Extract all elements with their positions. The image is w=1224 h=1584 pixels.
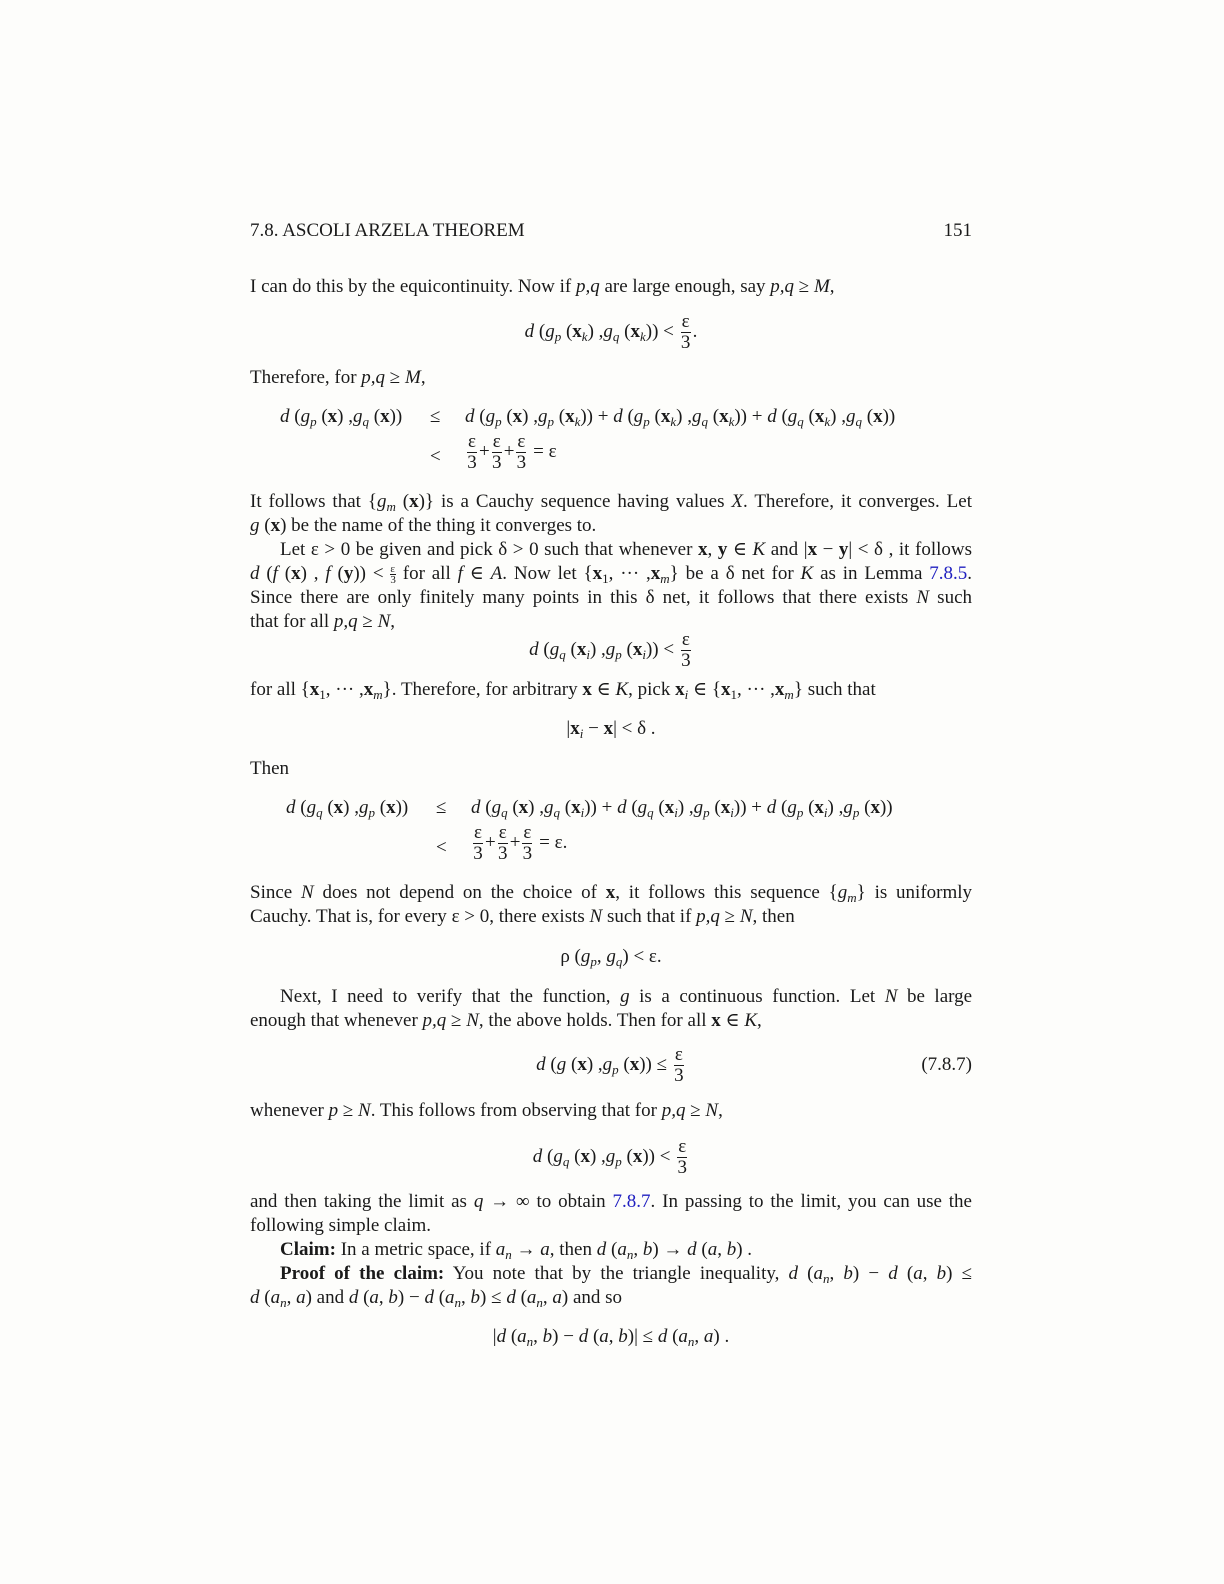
paragraph-line: Cauchy. That is, for every ε > 0, there exists N such that if p,q ≥ N, then (250, 906, 795, 927)
equation-4: ρ ($g_p$, $g_q) < \varepsilon$. (560, 946, 662, 969)
paragraph-line: whenever p ≥ N. This follows from observing that for p,q ≥ N, (250, 1100, 723, 1121)
paragraph-line: d ($a_n$, a) and d (a, b) − d ($a_n$, b) ≤ d ($a_n$, a) and so (250, 1287, 623, 1310)
paragraph-line: for all {$x_1$, ··· $,x_m$}. Therefore, for arbitrary x ∈ K, pick $x_i$ ∈ {$x_1$, ··· $,x_m$} such that (250, 679, 876, 702)
equation-number: (7.8.7) (921, 1054, 972, 1075)
equation-7: |d ($a_n$, b) − d (a, b)| ≤ d ($a_n$, a) . (492, 1326, 730, 1349)
paragraph-line: and then taking the limit as q → ∞ to obtain 7.8.7. In passing to the limit, you can use the (250, 1191, 972, 1212)
paragraph-line: Therefore, for p,q ≥ M, (250, 367, 426, 388)
paragraph-line: following simple claim. (250, 1215, 432, 1236)
equation-link[interactable]: 7.8.7 (612, 1191, 651, 1212)
paragraph-line: Since there are only finitely many points in this δ net, it follows that there exists N such (250, 587, 972, 608)
paragraph-line: It follows that {$g_m$ (x)} is a Cauchy sequence having values X. Therefore, it converges. Let (250, 491, 972, 514)
paragraph-line: Let ε > 0 be given and pick δ > 0 such that whenever x, y ∈ K and |x − y| < δ , it follows (280, 539, 972, 560)
equation-1: d ($g_p$ $(x_k)$ $,g_q$ $(x_k)$) < $\frac{\varepsilon}{3}$ . (524, 311, 698, 354)
paragraph-line: enough that whenever p,q ≥ N, the above holds. Then for all x ∈ K, (250, 1010, 762, 1031)
paragraph-line: that for all p,q ≥ N, (250, 611, 396, 632)
page-number: 151 (943, 220, 972, 241)
paragraph-line: Since N does not depend on the choice of x, it follows this sequence $\{g_m\}$ is uniformly (250, 882, 973, 905)
paragraph-line: g (x) be the name of the thing it converges to. (250, 515, 597, 536)
equation-2: d ($g_q$ $(x_i)$ $,g_p$ $(x_i)$) < $\frac{\varepsilon}{3}$ (529, 629, 691, 672)
section-title: 7.8. ASCOLI ARZELA THEOREM (250, 220, 525, 241)
paragraph-line: Then (250, 758, 290, 779)
claim-line: Claim: In a metric space, if $a_n \to a$, then d ($a_n$, b) → d (a, b) . (280, 1239, 753, 1262)
equation-6: d ($g_q$ (x) $,g_p$ (x)) < $\frac{\varepsilon}{3}$ (532, 1136, 687, 1179)
lemma-link[interactable]: 7.8.5 (929, 563, 968, 584)
paragraph-line: I can do this by the equicontinuity. Now if p,q are large enough, say p,q ≥ M, (250, 276, 835, 297)
paragraph-line: d (f (x) , f (y)) < $\frac{\varepsilon}{3}$ for all f ∈ A. Now let {$x_1$, ··· $,x_m$} be a δ net for K as in Lemma 7.8.5. (250, 563, 972, 587)
paragraph-line: Next, I need to verify that the function, g is a continuous function. Let N be large (280, 986, 973, 1007)
equation-5: d (g (x) $,g_p$ (x)) ≤ $\frac{\varepsilon}{3}$ (7.8.7) (536, 1044, 972, 1087)
proof-line: Proof of the claim: You note that by the triangle inequality, d ($a_n$, b) − d (a, b) ≤ (280, 1263, 973, 1286)
equation-3: $|x_i - x| < \delta$ . (566, 718, 656, 741)
